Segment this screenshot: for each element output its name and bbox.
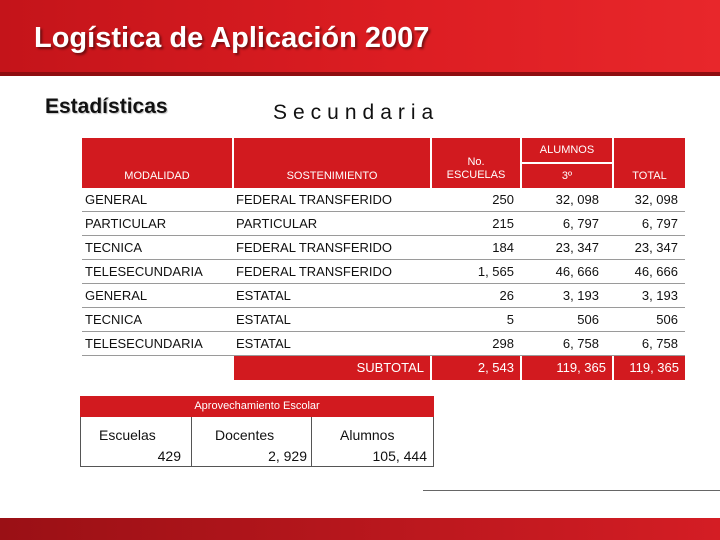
table-row bbox=[82, 212, 685, 236]
subtotal-escuelas: 2, 543 bbox=[477, 360, 514, 375]
cell-total: 6, 797 bbox=[641, 216, 678, 231]
cell-escuelas: 26 bbox=[499, 288, 514, 303]
cell-total: 506 bbox=[656, 312, 678, 327]
page-title: Logística de Aplicación 2007 bbox=[34, 22, 430, 54]
aprovechamiento-val-escuelas: 429 bbox=[157, 448, 181, 464]
cell-alumnos: 506 bbox=[577, 312, 599, 327]
footer-divider bbox=[423, 490, 720, 491]
subtitle: Estadísticas bbox=[45, 95, 168, 118]
cell-alumnos: 6, 758 bbox=[562, 336, 599, 351]
cell-escuelas: 215 bbox=[492, 216, 514, 231]
subtotal-label-cell bbox=[234, 356, 430, 380]
header-total: TOTAL bbox=[614, 138, 685, 188]
cell-modalidad: TELESECUNDARIA bbox=[85, 264, 203, 279]
header-alumnos: ALUMNOS bbox=[522, 138, 612, 162]
cell-escuelas: 184 bbox=[492, 240, 514, 255]
cell-modalidad: TECNICA bbox=[85, 240, 143, 255]
cell-sostenimiento: FEDERAL TRANSFERIDO bbox=[236, 240, 393, 255]
cell-sostenimiento: PARTICULAR bbox=[236, 216, 318, 231]
cell-modalidad: TELESECUNDARIA bbox=[85, 336, 203, 351]
subtotal-total: 119, 365 bbox=[629, 360, 679, 375]
cell-alumnos: 23, 347 bbox=[555, 240, 599, 255]
cell-sostenimiento: FEDERAL TRANSFERIDO bbox=[236, 192, 393, 207]
column-divider bbox=[311, 417, 312, 466]
cell-alumnos: 32, 098 bbox=[555, 192, 599, 207]
header-sostenimiento: SOSTENIMIENTO bbox=[234, 138, 430, 188]
table-row bbox=[82, 236, 685, 260]
column-divider bbox=[191, 417, 192, 466]
table-row bbox=[82, 284, 685, 308]
table-row bbox=[82, 260, 685, 284]
section-title: Secundaria bbox=[273, 101, 440, 124]
table-row bbox=[82, 188, 685, 212]
aprovechamiento-val-alumnos: 105, 444 bbox=[372, 448, 427, 464]
table-row bbox=[82, 308, 685, 332]
aprovechamiento-col-escuelas: Escuelas bbox=[99, 427, 156, 443]
cell-sostenimiento: ESTATAL bbox=[236, 288, 291, 303]
cell-sostenimiento: ESTATAL bbox=[236, 312, 291, 327]
footer-bar bbox=[0, 518, 720, 540]
cell-escuelas: 5 bbox=[506, 312, 514, 327]
header-underline bbox=[0, 72, 720, 76]
cell-total: 23, 347 bbox=[634, 240, 678, 255]
cell-total: 32, 098 bbox=[634, 192, 678, 207]
aprovechamiento-col-alumnos: Alumnos bbox=[340, 427, 395, 443]
subtotal-escuelas-cell bbox=[432, 356, 520, 380]
cell-modalidad: GENERAL bbox=[85, 192, 148, 207]
cell-escuelas: 250 bbox=[492, 192, 514, 207]
cell-total: 6, 758 bbox=[641, 336, 678, 351]
cell-escuelas: 1, 565 bbox=[477, 264, 514, 279]
aprovechamiento-title: Aprovechamiento Escolar bbox=[80, 396, 434, 417]
cell-total: 46, 666 bbox=[634, 264, 678, 279]
header-modalidad: MODALIDAD bbox=[82, 138, 232, 188]
subtotal-total-cell bbox=[614, 356, 685, 380]
table-row bbox=[82, 332, 685, 356]
aprovechamiento-panel bbox=[80, 417, 434, 467]
header-grado: 3º bbox=[522, 164, 612, 188]
subtotal-label: SUBTOTAL bbox=[356, 360, 424, 375]
header-escuelas: No. ESCUELAS bbox=[432, 138, 520, 188]
subtotal-alumnos-cell bbox=[522, 356, 612, 380]
cell-escuelas: 298 bbox=[492, 336, 514, 351]
cell-alumnos: 6, 797 bbox=[562, 216, 599, 231]
cell-alumnos: 3, 193 bbox=[562, 288, 599, 303]
cell-modalidad: TECNICA bbox=[85, 312, 143, 327]
cell-total: 3, 193 bbox=[641, 288, 678, 303]
cell-modalidad: GENERAL bbox=[85, 288, 148, 303]
cell-sostenimiento: ESTATAL bbox=[236, 336, 291, 351]
aprovechamiento-col-docentes: Docentes bbox=[215, 427, 275, 443]
cell-modalidad: PARTICULAR bbox=[85, 216, 167, 231]
cell-sostenimiento: FEDERAL TRANSFERIDO bbox=[236, 264, 393, 279]
aprovechamiento-val-docentes: 2, 929 bbox=[268, 448, 307, 464]
subtotal-alumnos: 119, 365 bbox=[556, 360, 606, 375]
cell-alumnos: 46, 666 bbox=[555, 264, 599, 279]
